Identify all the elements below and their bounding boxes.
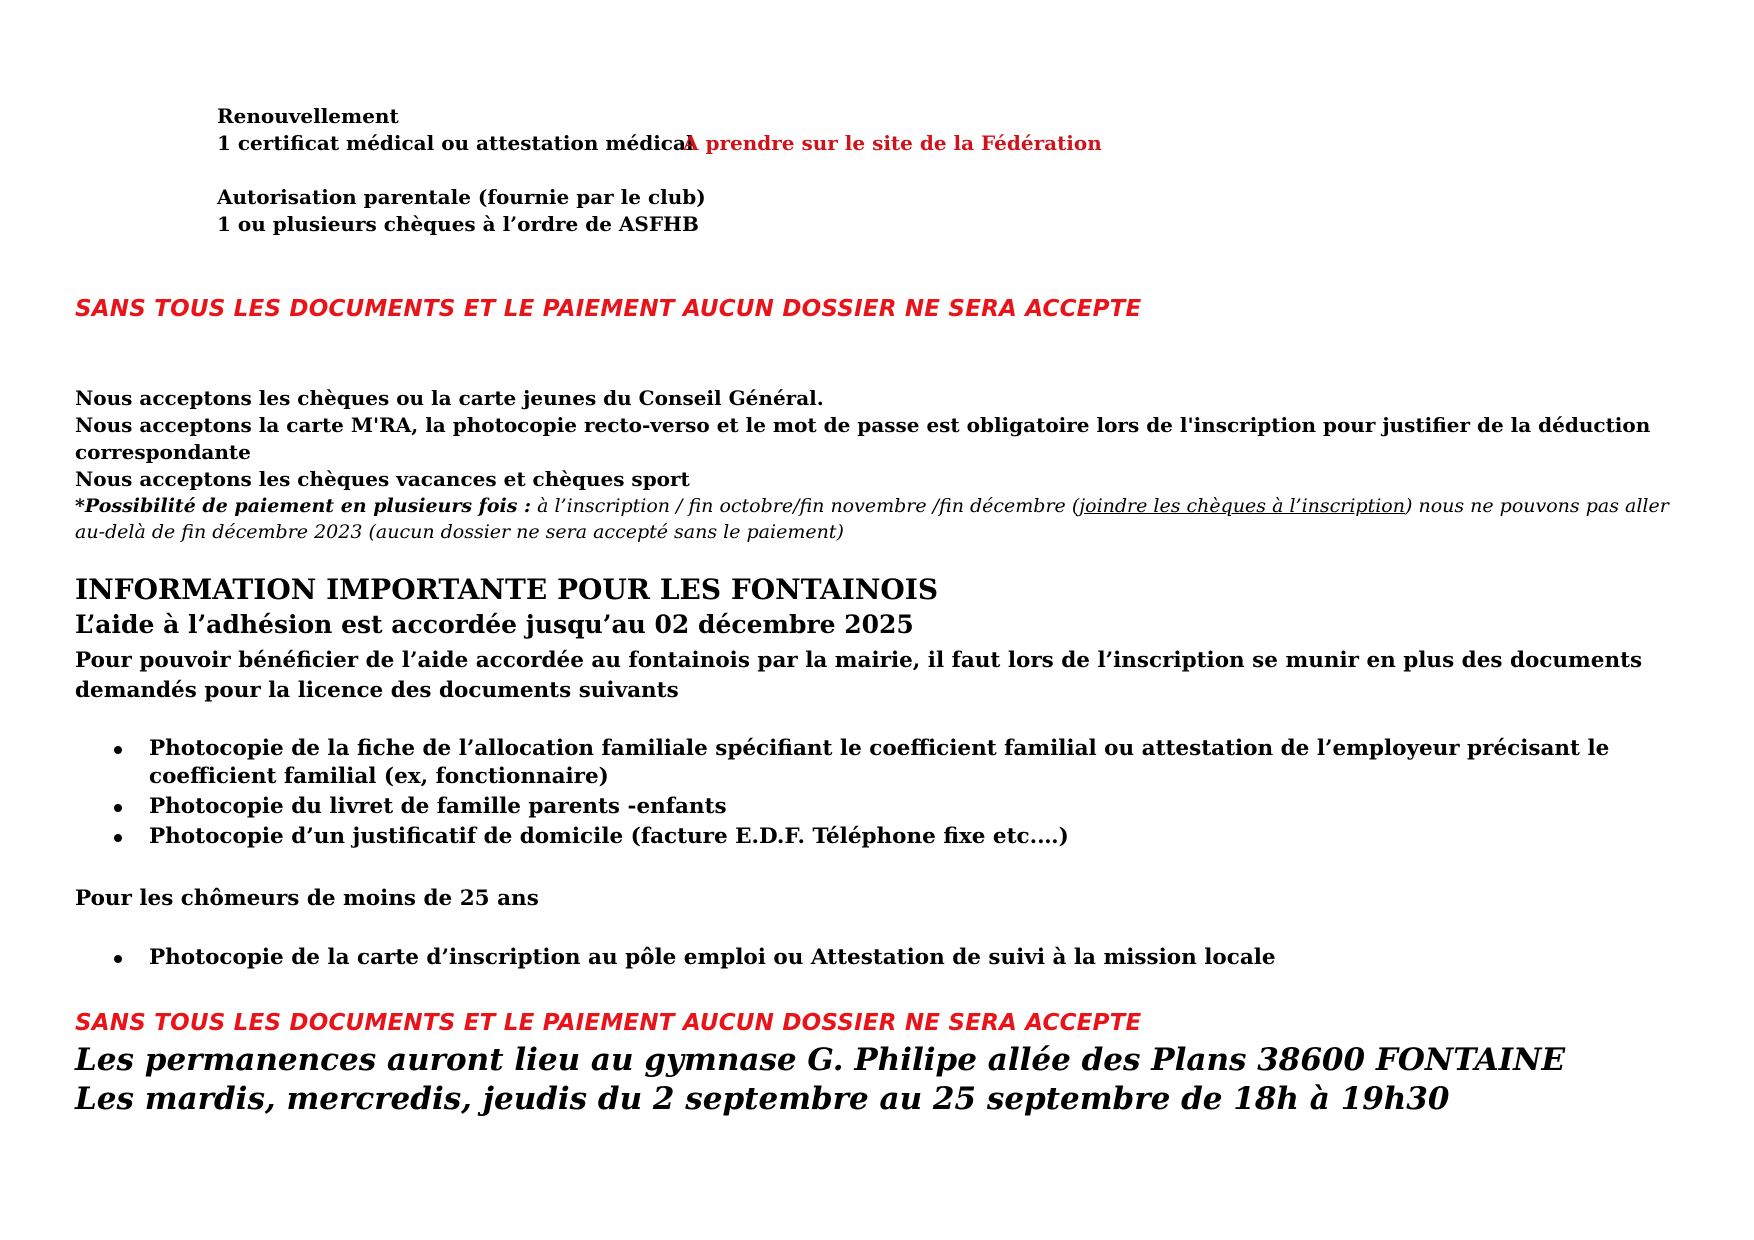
installments-link: joindre les chèques à l’inscription (1079, 495, 1405, 517)
list-item: Photocopie de la carte d’inscription au pôle emploi ou Attestation de suivi à la mission locale (75, 944, 1695, 972)
list-item: Photocopie de la fiche de l’allocation familiale spécifiant le coefficient familial ou attestation de l’employeur précisant le coefficient familial (ex, fonctionnaire) (75, 735, 1695, 791)
unemployed-document-list (75, 944, 1695, 974)
list-item: Photocopie du livret de famille parents -enfants (75, 793, 1695, 821)
cheque-requirement: 1 ou plusieurs chèques à l’ordre de ASFHB (217, 212, 699, 236)
warning-top: SANS TOUS LES DOCUMENTS ET LE PAIEMENT AUCUN DOSSIER NE SERA ACCEPTE (75, 296, 1142, 322)
installments-paragraph (75, 493, 1680, 545)
payment-line-2: Nous acceptons la carte M'RA, la photocopie recto-verso et le mot de passe est obligatoire lors de l'inscription pour justifier de la déduction (75, 413, 1651, 437)
fontainois-intro: Pour pouvoir bénéficier de l’aide accordée au fontainois par la mairie, il faut lors de l’inscription se munir en plus des documents demandés pour la licence des documents suivants (75, 648, 1643, 703)
list-item: Photocopie d’un justificatif de domicile (facture E.D.F. Téléphone fixe etc.…) (75, 823, 1695, 851)
permanences-location: Les permanences auront lieu au gymnase G. Philipe allée des Plans 38600 FONTAINE (75, 1042, 1566, 1078)
bullet-icon (114, 804, 122, 812)
payment-line-1: Nous acceptons les chèques ou la carte jeunes du Conseil Général. (75, 386, 824, 410)
fontainois-subtitle: L’aide à l’adhésion est accordée jusqu’au 02 décembre 2025 (75, 610, 914, 639)
permanences-schedule: Les mardis, mercredis, jeudis du 2 septembre au 25 septembre de 18h à 19h30 (75, 1081, 1450, 1117)
bullet-icon (114, 955, 122, 963)
medical-requirement: 1 certificat médical ou attestation médical (217, 131, 694, 155)
warning-bottom: SANS TOUS LES DOCUMENTS ET LE PAIEMENT AUCUN DOSSIER NE SERA ACCEPTE (75, 1010, 1142, 1036)
parental-requirement: Autorisation parentale (fournie par le club) (217, 185, 706, 209)
bullet-icon (114, 834, 122, 842)
document-list (75, 735, 1695, 853)
installments-text: à l’inscription / fin octobre/fin novembre /fin décembre ( (531, 495, 1080, 517)
payment-line-2-cont: correspondante (75, 440, 251, 464)
installments-label: *Possibilité de paiement en plusieurs fois : (75, 495, 532, 517)
fontainois-title: INFORMATION IMPORTANTE POUR LES FONTAINOIS (75, 573, 939, 606)
renewal-heading: Renouvellement (217, 104, 399, 128)
installments-end: ) nous ne pouvons pas aller au-delà de fin décembre 2023 (aucun dossier ne sera accepté sans le paiement) (75, 495, 1669, 543)
medical-note: A prendre sur le site de la Fédération (683, 131, 1102, 155)
bullet-icon (114, 746, 122, 754)
payment-line-3: Nous acceptons les chèques vacances et chèques sport (75, 467, 690, 491)
unemployed-label: Pour les chômeurs de moins de 25 ans (75, 886, 539, 911)
